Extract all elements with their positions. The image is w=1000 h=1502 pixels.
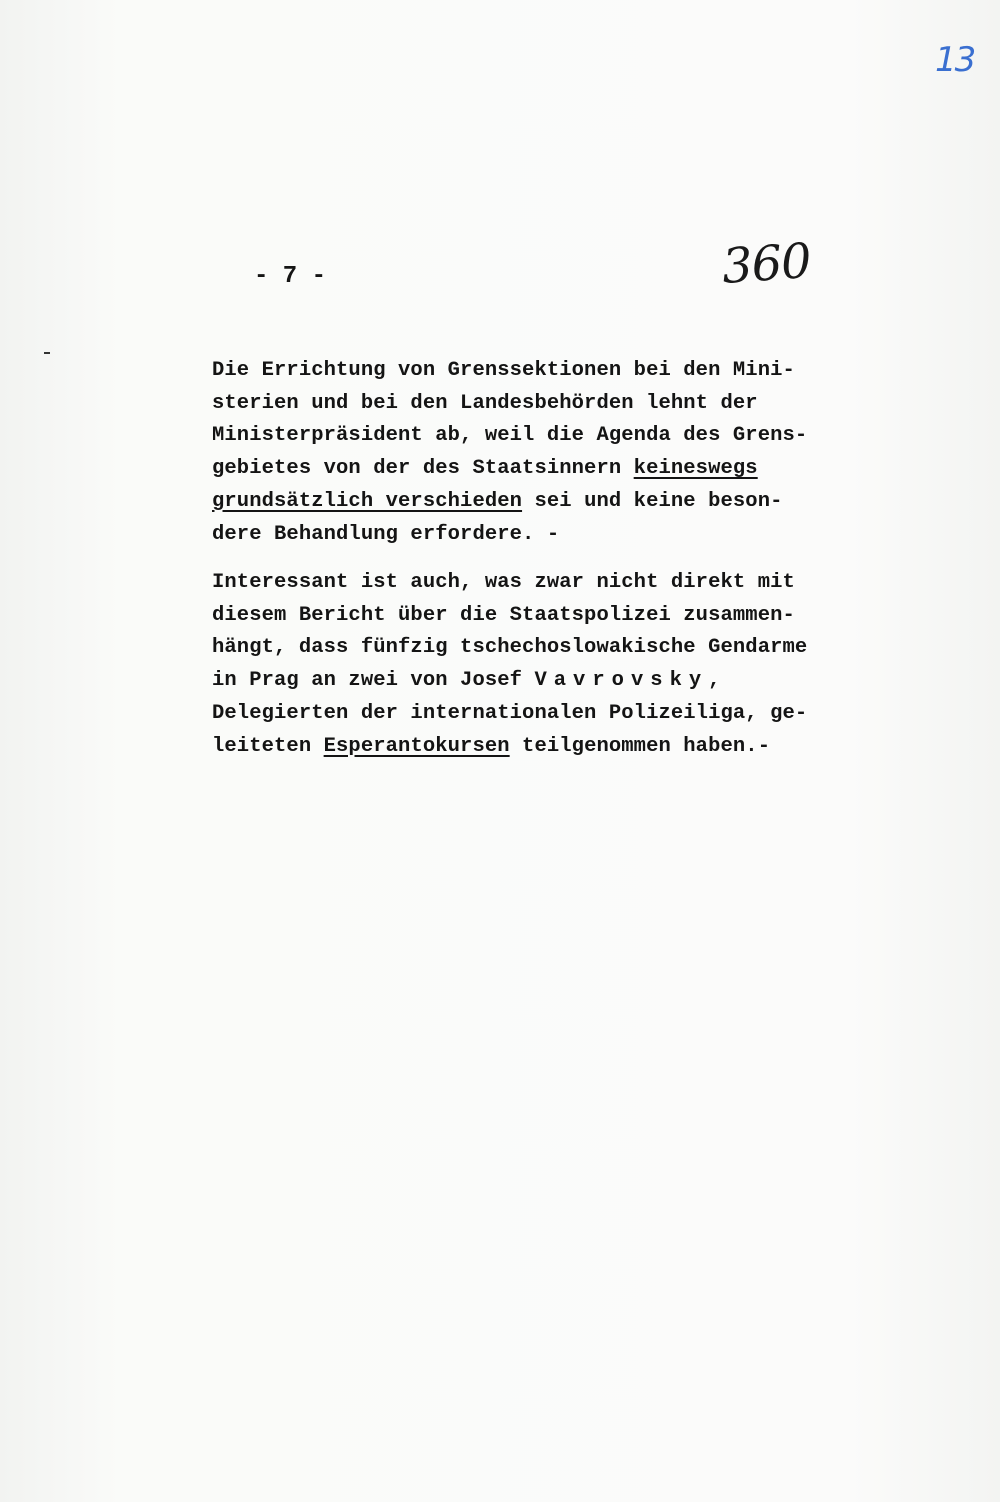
text-line: Delegierten der internationalen Polizeiliga, ge-	[212, 701, 808, 725]
text-segment: gebietes von der des Staatsinnern	[212, 457, 634, 481]
page-number: - 7 -	[254, 263, 327, 290]
text-line: Ministerpräsident ab, weil die Agenda des Grens-	[212, 424, 808, 448]
spaced-name: Vavrovsky,	[534, 669, 728, 693]
text-line	[212, 665, 852, 698]
text-segment: in Prag an zwei von Josef	[212, 669, 535, 693]
text-line	[212, 453, 852, 486]
underlined-phrase: grundsätzlich verschieden	[212, 489, 523, 513]
text-line	[212, 731, 852, 764]
text-segment: leiteten	[212, 734, 324, 758]
text-line: dere Behandlung erfordere. -	[212, 522, 560, 546]
text-line: hängt, dass fünfzig tschechoslowakische Gendarme	[212, 636, 808, 660]
text-line: diesem Bericht über die Staatspolizei zusammen-	[212, 603, 795, 627]
text-segment: sei und keine beson-	[522, 489, 783, 513]
archive-number-annotation: 13	[935, 40, 975, 80]
underlined-phrase: keineswegs	[633, 457, 758, 481]
text-segment: teilgenommen haben.-	[509, 734, 771, 758]
margin-mark	[44, 352, 50, 354]
text-line	[212, 486, 852, 519]
underlined-phrase: Esperantokursen	[323, 734, 510, 758]
text-line: Interessant ist auch, was zwar nicht direkt mit	[212, 571, 795, 594]
text-line: sterien und bei den Landesbehörden lehnt der	[212, 391, 758, 415]
handwritten-folio-number: 360	[720, 232, 813, 296]
text-line: Die Errichtung von Grenssektionen bei den Mini-	[212, 359, 795, 382]
paragraph-border-sections	[212, 355, 852, 551]
paragraph-esperanto-courses	[212, 567, 852, 763]
